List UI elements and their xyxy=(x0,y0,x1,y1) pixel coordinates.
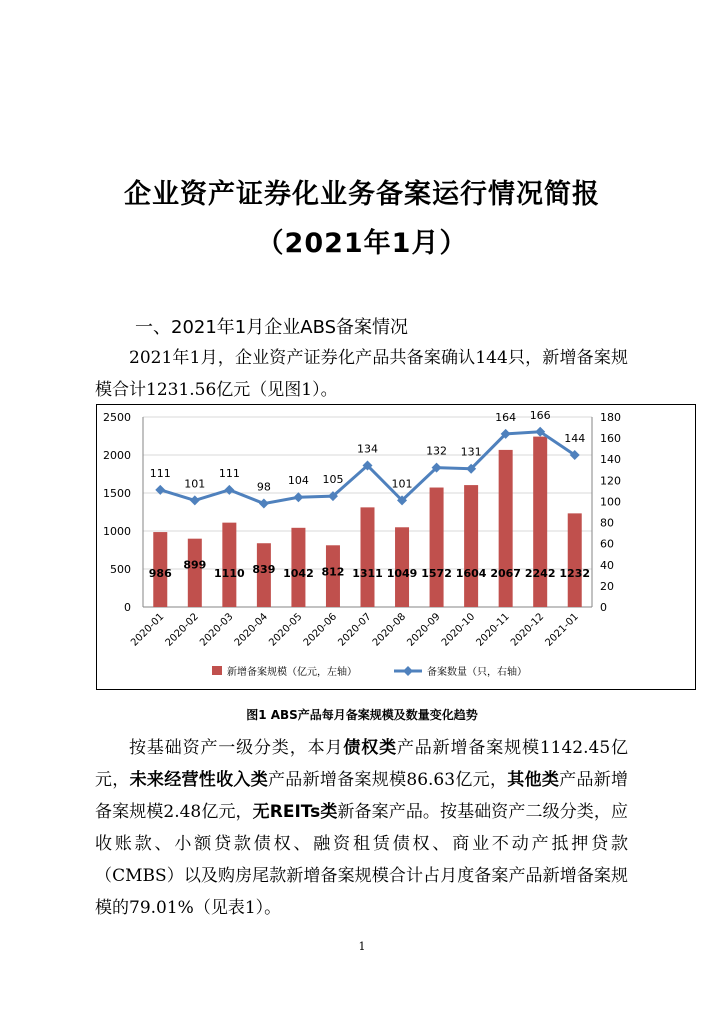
p2-text-1: 按基础资产一级分类，本月 xyxy=(129,738,344,758)
bar-data-label: 1049 xyxy=(386,567,418,580)
bar xyxy=(533,437,547,607)
bar-data-label: 1042 xyxy=(283,567,314,580)
bar-data-label: 1232 xyxy=(559,567,591,580)
left-axis-tick-label: 0 xyxy=(124,601,131,614)
paragraph-1-text: 2021年1月，企业资产证券化产品共备案确认144只，新增备案规模合计1231.56亿元（见图1）。 xyxy=(95,348,628,400)
left-axis-tick-label: 2500 xyxy=(103,411,131,424)
section-heading: 一、2021年1月企业ABS备案情况 xyxy=(135,317,409,338)
right-axis-tick-label: 120 xyxy=(600,474,621,488)
right-axis-tick-label: 40 xyxy=(600,558,614,572)
category-tick-label: 2020-09 xyxy=(405,611,443,649)
line-data-label: 111 xyxy=(149,466,171,480)
bar-data-label: 2067 xyxy=(490,567,521,580)
legend-bar-swatch xyxy=(212,666,222,675)
paragraph-1 xyxy=(95,342,628,406)
page-number: 1 xyxy=(358,940,366,953)
figure-caption: 图1 ABS产品每月备案规模及数量变化趋势 xyxy=(246,708,478,722)
bar-data-label: 986 xyxy=(148,567,172,580)
right-axis-tick-label: 0 xyxy=(600,601,607,614)
paragraph-2 xyxy=(95,732,628,924)
bar-data-label: 812 xyxy=(321,565,345,579)
bar-data-label: 2242 xyxy=(524,567,556,580)
left-axis-tick-label: 1000 xyxy=(103,525,131,538)
bar-data-label: 1604 xyxy=(455,567,487,580)
left-axis-tick-label: 500 xyxy=(110,563,131,576)
line-data-label: 166 xyxy=(529,408,551,422)
legend-line-label: 备案数量（只，右轴） xyxy=(427,667,527,678)
bar xyxy=(188,539,202,607)
category-tick-label: 2020-06 xyxy=(301,611,340,649)
bar xyxy=(222,523,236,607)
p2-bold-other: 其他类 xyxy=(507,770,560,790)
category-tick-label: 2020-10 xyxy=(439,611,478,649)
abs-chart xyxy=(96,404,696,690)
p2-bold-reits: 无REITs类 xyxy=(252,802,338,822)
p2-bold-debt: 债权类 xyxy=(343,738,397,758)
bar-data-label: 1110 xyxy=(214,567,245,580)
line-data-label: 132 xyxy=(426,444,448,458)
line-data-label: 98 xyxy=(256,480,271,494)
category-tick-label: 2020-08 xyxy=(370,611,409,649)
p2-bold-future-income: 未来经营性收入类 xyxy=(129,770,268,790)
p2-text-4: 产品新增备案规模2.48亿元， xyxy=(95,770,629,822)
right-axis-tick-label: 60 xyxy=(600,537,614,551)
category-tick-label: 2020-12 xyxy=(508,611,547,649)
legend-bar-label: 新增备案规模（亿元，左轴） xyxy=(227,667,357,678)
p2-text-5: 新备案产品。按基础资产二级分类，应收账款、小额贷款债权、融资租赁债权、商业不动产抵押贷款（CMBS）以及购房尾款新增备案规模合计占月度备案产品新增备案规模的79.01%（见表1）。 xyxy=(95,802,628,918)
line-data-label: 105 xyxy=(322,473,344,487)
right-axis-tick-label: 180 xyxy=(600,411,621,424)
line-data-label: 144 xyxy=(564,432,586,445)
doc-title: 企业资产证券化业务备案运行情况简报 xyxy=(124,179,600,210)
bar xyxy=(499,450,513,607)
category-tick-label: 2020-05 xyxy=(267,611,305,649)
bar-data-label: 1572 xyxy=(421,567,452,580)
line-data-label: 131 xyxy=(460,445,482,459)
p2-text-3: 产品新增备案规模86.63亿元， xyxy=(268,770,508,790)
right-axis-tick-label: 100 xyxy=(600,495,621,509)
line-data-label: 134 xyxy=(357,442,378,456)
right-axis-tick-label: 20 xyxy=(600,579,614,593)
right-axis-tick-label: 80 xyxy=(600,516,614,530)
p2-text-2: 产品新增备案规模1142.45亿元， xyxy=(95,738,628,790)
category-tick-label: 2020-04 xyxy=(232,611,271,649)
line-data-label: 101 xyxy=(391,477,413,491)
bar xyxy=(430,488,444,607)
bar xyxy=(361,507,375,607)
category-tick-label: 2020-01 xyxy=(129,611,167,649)
bar-data-label: 1311 xyxy=(352,567,383,580)
paragraph-2-text xyxy=(95,732,628,924)
category-tick-label: 2020-02 xyxy=(163,611,201,649)
line-data-label: 111 xyxy=(218,466,240,480)
category-tick-label: 2020-03 xyxy=(198,611,236,649)
bar-data-label: 839 xyxy=(252,563,276,577)
left-axis-tick-label: 1500 xyxy=(103,487,131,500)
category-tick-label: 2021-01 xyxy=(543,611,581,649)
line-data-label: 101 xyxy=(184,477,206,491)
left-axis-tick-label: 2000 xyxy=(103,449,131,462)
bar-data-label: 899 xyxy=(183,558,207,572)
category-tick-label: 2020-11 xyxy=(474,611,512,649)
doc-subtitle: （2021年1月） xyxy=(256,228,468,259)
category-tick-label: 2020-07 xyxy=(336,611,374,649)
bar xyxy=(464,485,478,607)
bar xyxy=(568,513,582,607)
right-axis-tick-label: 140 xyxy=(600,453,621,467)
right-axis-tick-label: 160 xyxy=(600,432,621,446)
line-data-label: 104 xyxy=(287,474,309,488)
line-data-label: 164 xyxy=(495,410,517,424)
